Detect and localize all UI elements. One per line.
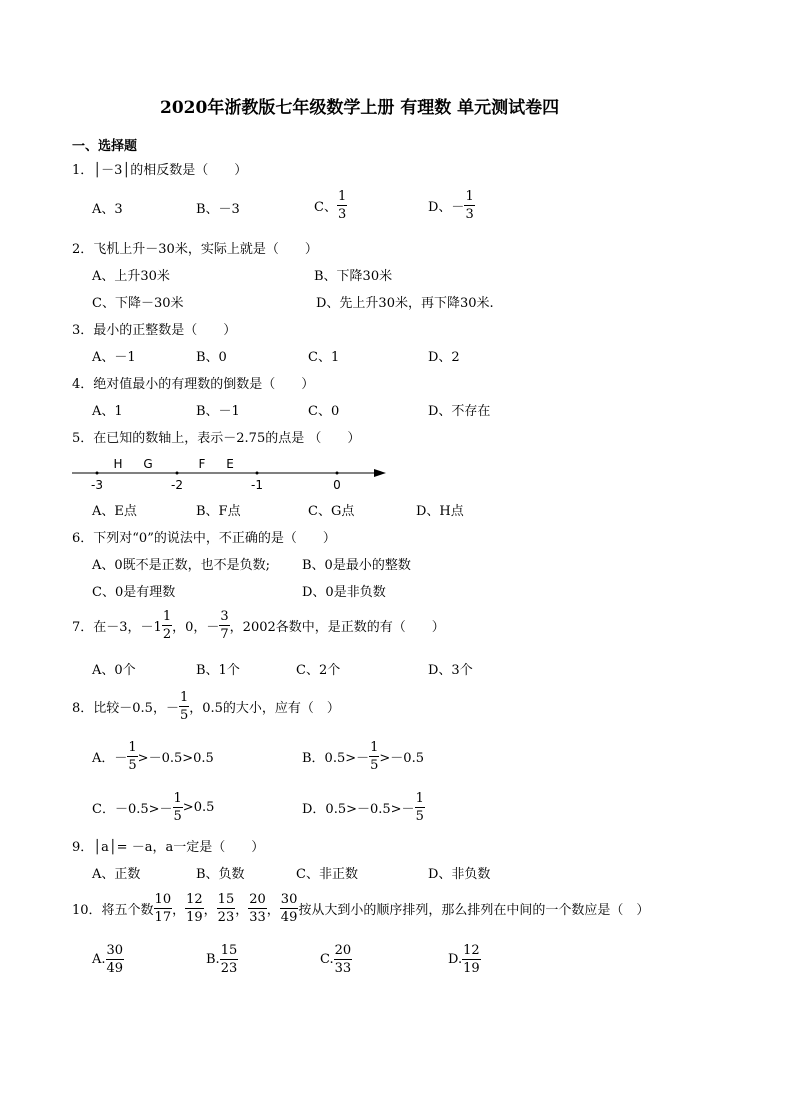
q6-option-a: A、0既不是正数，也不是负数;: [92, 558, 271, 573]
fraction: [106, 944, 125, 975]
q8-stem-text: ，0.5的大小，应有（ ）: [189, 701, 340, 716]
q1-option-b: B、－3: [196, 202, 240, 217]
axis-point-label: G: [143, 457, 153, 471]
page-title: 2020年浙教版七年级数学上册 有理数 单元测试卷四: [160, 98, 560, 118]
q4-option-d: D、不存在: [428, 404, 491, 419]
fraction: [219, 610, 229, 641]
q6-stem: 6．下列对“0”的说法中，不正确的是（ ）: [72, 531, 336, 546]
q5-option-d: D、H点: [416, 504, 464, 519]
q8-stem-text: 8．比较－0.5，－: [72, 701, 179, 716]
q3-option-c: C、1: [308, 350, 340, 365]
axis-tick-label: 0: [333, 478, 341, 492]
q3-option-a: A、－1: [92, 350, 136, 365]
denominator: 5: [415, 809, 424, 824]
q3-option-d: D、2: [428, 350, 460, 365]
q6-option-c: C、0是有理数: [92, 585, 176, 600]
q3-stem: 3．最小的正整数是（ ）: [72, 323, 237, 338]
q10-stem-text: ，: [203, 903, 217, 918]
numerator: 1: [173, 791, 182, 806]
q7-option-b: B、1个: [196, 663, 240, 678]
section-heading: 一、选择题: [72, 139, 138, 154]
denominator: 3: [337, 207, 347, 222]
q6-option-b: B、0是最小的整数: [302, 558, 411, 573]
q6-option-d: D、0是非负数: [302, 585, 386, 600]
q10-stem-text: ，: [266, 903, 280, 918]
axis-tick-label: -1: [251, 478, 263, 492]
q4-option-b: B、－1: [196, 404, 240, 419]
q8-option-c-text: C．－0.5>－: [92, 802, 173, 817]
q9-option-b: B、负数: [196, 867, 245, 882]
denominator: 33: [334, 961, 352, 976]
q7-option-d: D、3个: [428, 663, 473, 678]
q10-option-c-label: C.: [320, 952, 334, 967]
q7-stem: [72, 610, 445, 641]
numerator: 1: [128, 740, 137, 755]
fraction: [154, 893, 173, 924]
axis-tick-mark: [256, 472, 259, 475]
q8-option-c-text: >0.5: [182, 800, 215, 815]
numerator: 3: [220, 609, 229, 624]
q9-option-d: D、非负数: [428, 867, 491, 882]
q2-option-c: C、下降－30米: [92, 296, 184, 311]
q5-option-b: B、F点: [196, 504, 241, 519]
denominator: 33: [249, 910, 266, 925]
denominator: 5: [173, 809, 182, 824]
q7-stem-text: ，2002各数中，是正数的有（ ）: [229, 620, 445, 635]
fraction: [185, 893, 204, 924]
q7-option-a: A、0个: [92, 663, 136, 678]
fraction: [127, 741, 137, 772]
q10-option-d: [448, 944, 481, 975]
q10-stem-text: 按从大到小的顺序排列，那么排列在中间的一个数应是（ ）: [298, 903, 650, 918]
fraction: [337, 190, 347, 221]
q2-option-d: D、先上升30米，再下降30米.: [316, 296, 494, 311]
q8-option-c: [92, 792, 214, 823]
numerator: 15: [217, 892, 235, 907]
denominator: 19: [186, 910, 203, 925]
axis-tick-mark: [176, 472, 179, 475]
q10-stem-text: 10．将五个数: [72, 903, 154, 918]
q5-option-a: A、E点: [92, 504, 137, 519]
q1-stem: 1．│－3│的相反数是（ ）: [72, 163, 248, 178]
q1-option-d-label: D、－: [428, 200, 465, 215]
numerator: 1: [415, 791, 424, 806]
axis-arrow: [374, 469, 386, 477]
q10-option-b: [206, 944, 238, 975]
q7-stem-text: 7．在－3，－1: [72, 620, 162, 635]
fraction: [179, 691, 189, 722]
fraction: [280, 893, 299, 924]
denominator: 23: [217, 910, 235, 925]
denominator: 17: [154, 910, 172, 925]
numerator: 1: [162, 609, 172, 624]
q1-option-d: [428, 190, 475, 221]
q8-stem: [72, 691, 340, 722]
denominator: 23: [220, 961, 238, 976]
numerator: 1: [465, 189, 474, 204]
q10-option-a-label: A.: [92, 952, 106, 967]
q9-option-a: A、正数: [92, 867, 141, 882]
q10-stem-text: ，: [235, 903, 249, 918]
q8-option-d-text: D．0.5>－0.5>－: [302, 802, 415, 817]
axis-point-label: H: [113, 457, 123, 471]
axis-tick-label: -3: [91, 478, 103, 492]
q4-option-a: A、1: [92, 404, 123, 419]
fraction: [220, 944, 239, 975]
q7-stem-text: ，0，－: [172, 620, 220, 635]
q4-option-c: C、0: [308, 404, 340, 419]
numerator: 30: [280, 892, 298, 907]
denominator: 5: [128, 758, 137, 773]
denominator: 5: [179, 708, 189, 723]
numerator: 15: [220, 943, 238, 958]
q5-option-c: C、G点: [308, 504, 355, 519]
numerator: 1: [179, 690, 189, 705]
numerator: 20: [249, 892, 266, 907]
denominator: 19: [463, 961, 480, 976]
fraction: [217, 893, 236, 924]
fraction: [248, 893, 267, 924]
q8-option-b-text: B．0.5>－: [302, 751, 370, 766]
numerator: 1: [370, 740, 379, 755]
q10-stem: [72, 893, 649, 924]
numerator: 1: [337, 189, 347, 204]
q8-option-b-text: >－0.5: [379, 751, 424, 766]
denominator: 5: [370, 758, 379, 773]
denominator: 3: [465, 207, 474, 222]
numerator: 30: [106, 943, 124, 958]
q4-stem: 4．绝对值最小的有理数的倒数是（ ）: [72, 377, 315, 392]
denominator: 49: [106, 961, 124, 976]
denominator: 7: [220, 627, 229, 642]
q10-option-a: [92, 944, 124, 975]
q3-option-b: B、0: [196, 350, 227, 365]
q8-option-d: [302, 792, 425, 823]
fraction: [334, 944, 353, 975]
axis-tick-mark: [336, 472, 339, 475]
fraction: [173, 792, 183, 823]
q10-stem-text: ，: [172, 903, 186, 918]
fraction: [415, 792, 425, 823]
axis-point-label: F: [198, 457, 206, 471]
q9-option-c: C、非正数: [296, 867, 358, 882]
q1-option-a: A、3: [92, 202, 123, 217]
q10-option-c: [320, 944, 352, 975]
q8-option-a-text: >－0.5>0.5: [137, 751, 214, 766]
axis-tick-label: -2: [171, 478, 183, 492]
q1-option-c-label: C、: [314, 200, 337, 215]
axis-point-label: E: [226, 457, 234, 471]
fraction: [464, 190, 474, 221]
axis-tick-mark: [96, 472, 99, 475]
q8-option-a: [92, 741, 214, 772]
q8-option-b: [302, 741, 424, 772]
denominator: 2: [162, 627, 172, 642]
numerator: 12: [186, 892, 203, 907]
q2-stem: 2．飞机上升－30米，实际上就是（ ）: [72, 242, 318, 257]
numerator: 20: [334, 943, 352, 958]
numerator: 10: [154, 892, 172, 907]
q2-option-a: A、上升30米: [92, 269, 170, 284]
q8-option-a-text: A．－: [92, 751, 128, 766]
denominator: 49: [280, 910, 298, 925]
fraction: [462, 944, 481, 975]
q7-option-c: C、2个: [296, 663, 341, 678]
q9-stem: 9．│a│= －a，a一定是（ ）: [72, 840, 265, 855]
q2-option-b: B、下降30米: [314, 269, 393, 284]
fraction: [369, 741, 379, 772]
number-line: [70, 452, 390, 494]
fraction: [162, 610, 172, 641]
q5-stem: 5．在已知的数轴上，表示－2.75的点是 （ ）: [72, 431, 361, 446]
numerator: 12: [463, 943, 480, 958]
q1-option-c: [314, 190, 347, 221]
q10-option-b-label: B.: [206, 952, 220, 967]
q10-option-d-label: D.: [448, 952, 463, 967]
